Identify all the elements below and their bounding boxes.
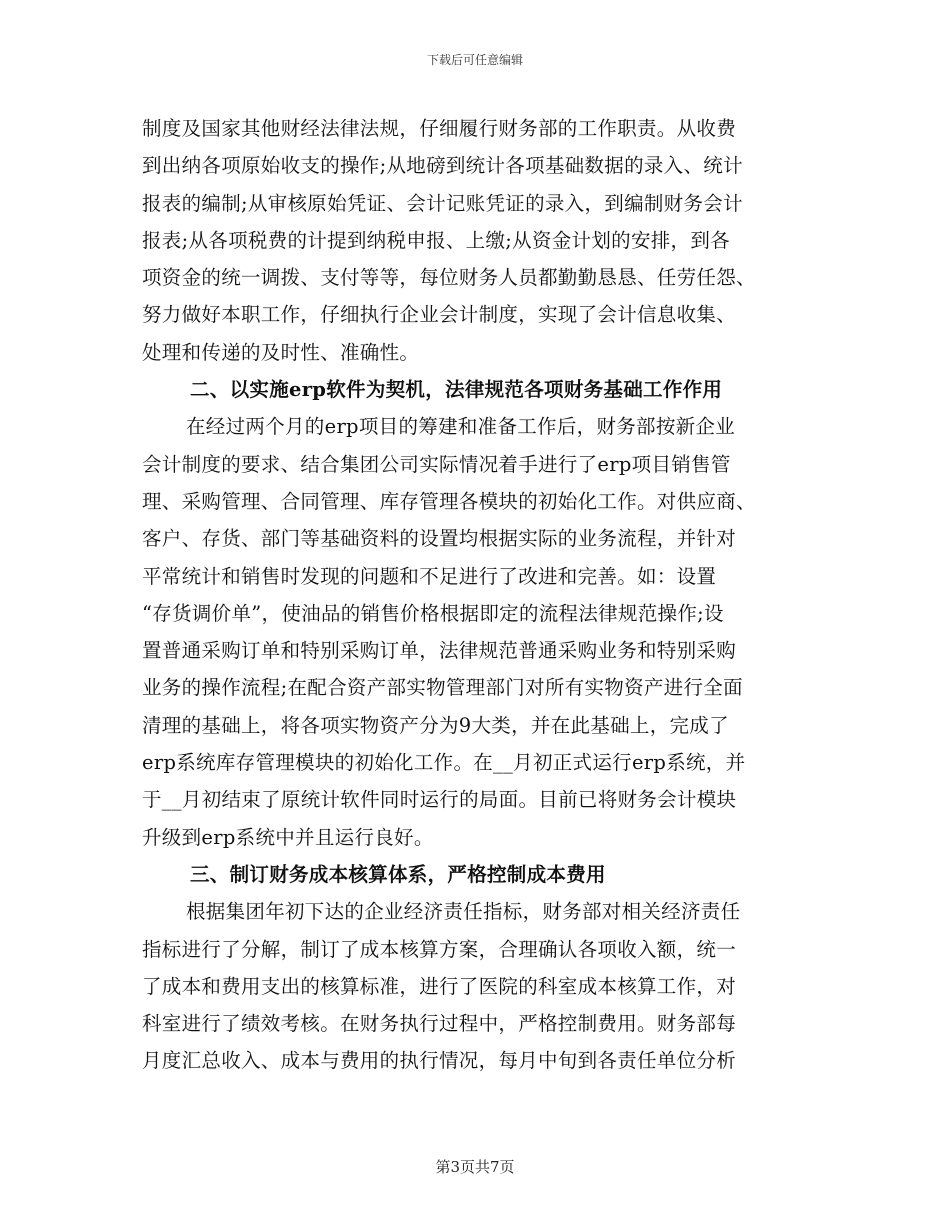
body-line: 于__月初结束了原统计软件同时运行的局面。目前已将财务会计模块 xyxy=(142,788,737,812)
body-line: 指标进行了分解，制订了成本核算方案，合理确认各项收入额，统一 xyxy=(142,937,737,961)
body-line: 月度汇总收入、成本与费用的执行情况，每月中旬到各责任单位分析 xyxy=(142,1049,737,1073)
page-header: 下载后可任意编辑 xyxy=(426,53,523,67)
document-body xyxy=(142,110,812,1080)
body-line: 根据集团年初下达的企业经济责任指标，财务部对相关经济责任 xyxy=(186,900,741,924)
body-line: 清理的基础上，将各项实物资产分为9大类，并在此基础上，完成了 xyxy=(142,713,729,737)
section-heading: 三、制订财务成本核算体系，严格控制成本费用 xyxy=(190,862,606,886)
body-line: erp系统库存管理模块的初始化工作。在__月初正式运行erp系统，并 xyxy=(142,751,746,775)
page-number: 第3页共7页 xyxy=(435,1158,515,1176)
body-line: 项资金的统一调拨、支付等等，每位财务人员都勤勤恳恳、任劳任怨、 xyxy=(142,266,756,290)
body-line: 在经过两个月的erp项目的筹建和准备工作后，财务部按新企业 xyxy=(186,415,736,439)
body-line: “存货调价单”，使油品的销售价格根据即定的流程法律规范操作;设 xyxy=(142,601,724,625)
body-line: 业务的操作流程;在配合资产部实物管理部门对所有实物资产进行全面 xyxy=(142,676,743,700)
section-heading: 二、以实施erp软件为契机，法律规范各项财务基础工作作用 xyxy=(190,378,723,402)
body-line: 科室进行了绩效考核。在财务执行过程中，严格控制费用。财务部每 xyxy=(142,1012,737,1036)
body-line: 置普通采购订单和特别采购订单，法律规范普通采购业务和特别采购 xyxy=(142,639,737,663)
body-line: 平常统计和销售时发现的问题和不足进行了改进和完善。如：设置 xyxy=(142,564,717,588)
body-line: 会计制度的要求、结合集团公司实际情况着手进行了erp项目销售管 xyxy=(142,452,731,476)
body-line: 客户、存货、部门等基础资料的设置均根据实际的业务流程，并针对 xyxy=(142,527,737,551)
body-line: 到出纳各项原始收支的操作;从地磅到统计各项基础数据的录入、统计 xyxy=(142,154,743,178)
body-line: 了成本和费用支出的核算标准，进行了医院的科室成本核算工作，对 xyxy=(142,974,737,998)
body-line: 升级到erp系统中并且运行良好。 xyxy=(142,825,434,849)
body-line: 处理和传递的及时性、准确性。 xyxy=(142,340,420,364)
body-line: 报表的编制;从审核原始凭证、会计记账凭证的录入，到编制财务会计 xyxy=(142,191,743,215)
body-line: 理、采购管理、合同管理、库存管理各模块的初始化工作。对供应商、 xyxy=(142,489,756,513)
body-line: 努力做好本职工作，仔细执行企业会计制度，实现了会计信息收集、 xyxy=(142,303,737,327)
body-line: 报表;从各项税费的计提到纳税申报、上缴;从资金计划的安排，到各 xyxy=(142,228,730,252)
body-line: 制度及国家其他财经法律法规，仔细履行财务部的工作职责。从收费 xyxy=(142,117,737,140)
